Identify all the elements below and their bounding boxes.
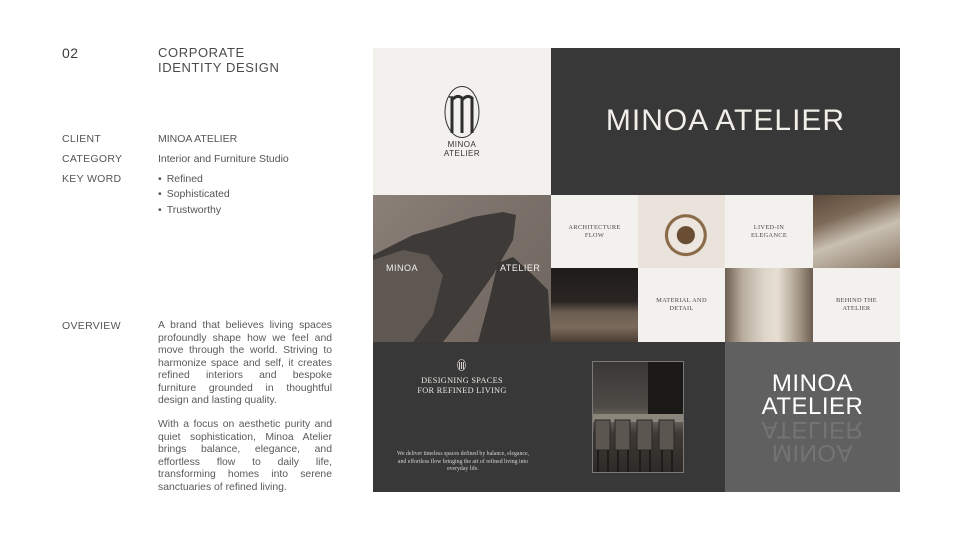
rock-label-minoa: MINOA — [386, 263, 419, 273]
title-line-1: CORPORATE — [158, 45, 245, 60]
dining-photo — [592, 361, 684, 473]
dining-chairs-image — [593, 362, 684, 473]
section-number: 02 — [62, 45, 79, 61]
category-label: CATEGORY — [62, 153, 123, 165]
wordmark-tile — [551, 48, 900, 195]
tile-behind-the-atelier: BEHIND THE ATELIER — [813, 268, 900, 342]
overview-text — [158, 320, 332, 494]
tile-architecture-flow: ARCHITECTURE FLOW — [551, 195, 638, 268]
title-line-2: IDENTITY DESIGN — [158, 60, 280, 75]
tile-lived-in-elegance: LIVED-IN ELEGANCE — [725, 195, 813, 268]
rock-photo-tile — [373, 195, 551, 342]
stacked-wordmark: MINOA ATELIER — [761, 370, 864, 420]
logo-tile — [373, 48, 551, 195]
keyword-list — [158, 172, 230, 218]
client-value: MINOA ATELIER — [158, 133, 238, 145]
wordmark-text: MINOA ATELIER — [605, 104, 846, 137]
m-monogram-icon — [457, 359, 466, 371]
keyword-label: KEY WORD — [62, 173, 122, 185]
keyword-item: • Trustworthy — [158, 203, 230, 218]
deliver-statement: We deliver timeless spaces defined by balance, elegance, and effortless flow bringing the art of refined living into everyday life. — [397, 451, 529, 473]
keyword-item: • Refined — [158, 172, 230, 187]
client-label: CLIENT — [62, 133, 102, 145]
overview-label: OVERVIEW — [62, 320, 121, 332]
tile-material-and-detail: MATERIAL AND DETAIL — [638, 268, 725, 342]
material-tray-photo — [813, 195, 900, 268]
tagline-tile — [373, 342, 725, 492]
section-title — [158, 45, 279, 75]
rock-label-atelier: ATELIER — [500, 263, 541, 273]
m-monogram-icon — [443, 85, 481, 139]
staircase-photo — [638, 195, 725, 268]
tagline-text: DESIGNING SPACES FOR REFINED LIVING — [417, 376, 507, 395]
identity-moodboard — [373, 48, 900, 492]
keyword-item: • Sophisticated — [158, 187, 230, 202]
logo-wordmark: MINOA ATELIER — [443, 140, 481, 158]
sofa-photo — [551, 268, 638, 342]
interior-man-photo — [725, 268, 813, 342]
overview-paragraph-2: With a focus on aesthetic purity and quiet sophistication, Minoa Atelier brings balance, elegance, and effortless flow to daily life, transforming homes into serene sanctuaries of refined living. — [158, 419, 332, 493]
overview-paragraph-1: A brand that believes living spaces profoundly shape how we feel and move through the world. Striving to harmonize space and self, it creates refined interiors and bespoke furniture grounded in thoughtful design and lasting quality. — [158, 320, 332, 406]
category-value: Interior and Furniture Studio — [158, 153, 289, 165]
mirrored-wordmark: MINOA ATELIER — [761, 416, 864, 466]
reflected-wordmark-tile — [725, 342, 900, 492]
